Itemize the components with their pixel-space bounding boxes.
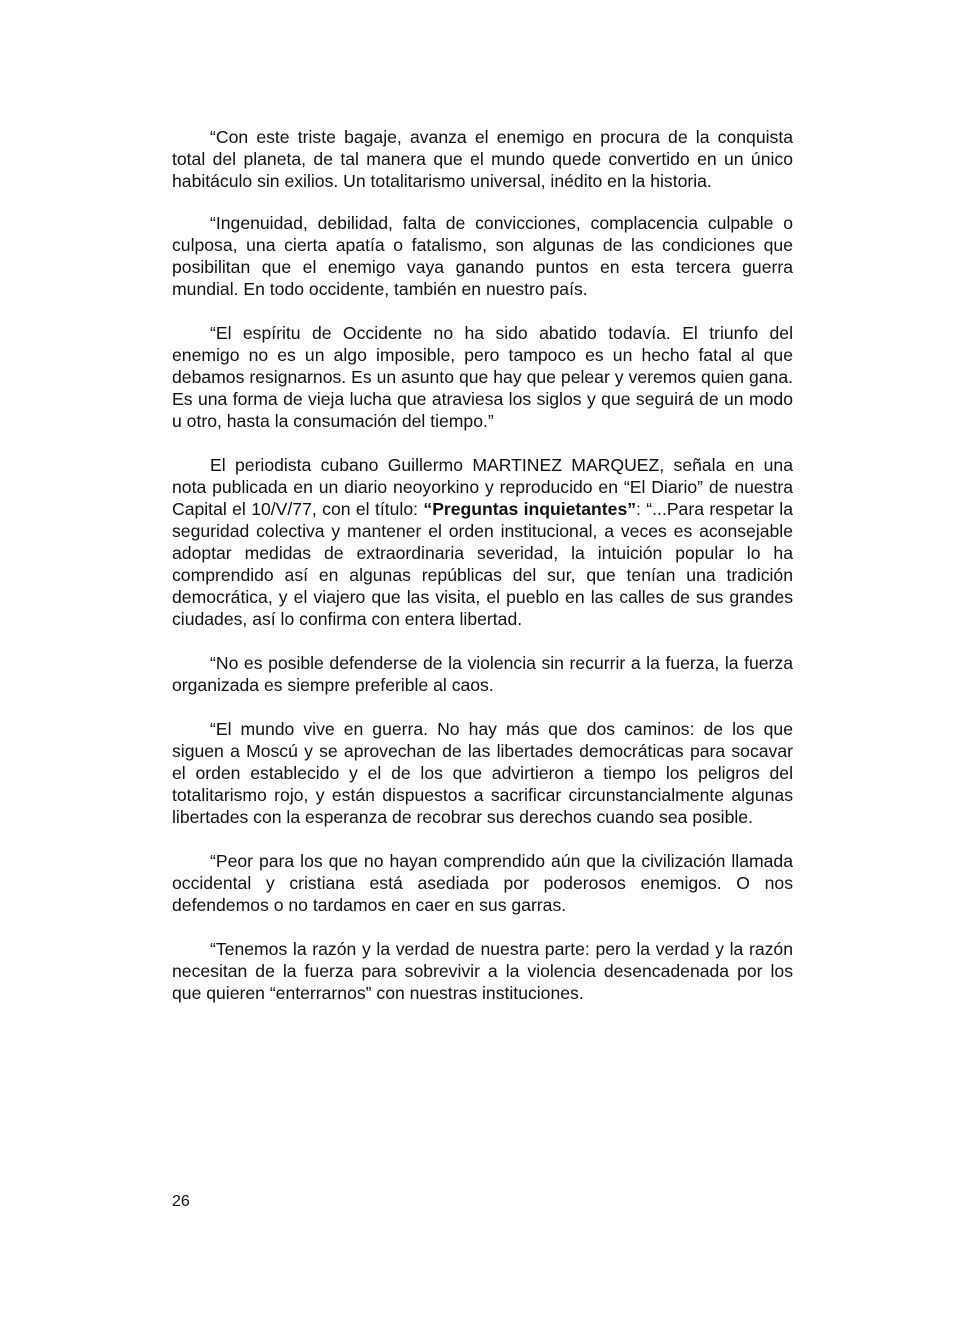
paragraph-5: “No es posible defenderse de la violencia sin recurrir a la fuerza, la fuerza organizada es siempre preferible al caos.	[172, 653, 793, 695]
article-title: “Preguntas inquietantes”	[423, 499, 637, 519]
paragraph-7: “Peor para los que no hayan comprendido aún que la civilización llamada occidental y cristiana está asediada por poderosos enemigos. O nos defendemos o no tardamos en caer en sus garras.	[172, 851, 793, 915]
paragraph-4-quote: : “...Para respetar la seguridad colectiva y mantener el orden institucional, a veces es aconsejable adoptar medidas de extraordinaria severidad, la intuición popular lo ha comprendido así en algunas repúblicas del sur, que tenían una tradición democrática, y el viajero que las visita, el pueblo en las calles de sus grandes ciudades, así lo confirma con entera libertad.	[172, 499, 793, 629]
paragraph-3: “El espíritu de Occidente no ha sido abatido todavía. El triunfo del enemigo no es un algo imposible, pero tampoco es un hecho fatal al que debamos resignarnos. Es un asunto que hay que pelear y veremos quien gana. Es una forma de vieja lucha que atraviesa los siglos y que seguirá de un modo u otro, hasta la consumación del tiempo.”	[172, 323, 793, 431]
page-number: 26	[172, 1193, 190, 1210]
paragraph-6: “El mundo vive en guerra. No hay más que dos caminos: de los que siguen a Moscú y se aprovechan de las libertades democráticas para socavar el orden establecido y el de los que advirtieron a tiempo los peligros del totalitarismo rojo, y están dispuestos a sacrificar circunstancialmente algunas libertades con la esperanza de recobrar sus derechos cuando sea posible.	[172, 719, 793, 827]
paragraph-4-intro: El periodista cubano Guillermo MARTINEZ MARQUEZ, señala en una nota publicada en un diario neoyorkino y reproducido en “El Diario” de nuestra Capital el 10/V/77, con el título:	[172, 455, 793, 519]
page-body	[172, 126, 793, 1026]
paragraph-2: “Ingenuidad, debilidad, falta de convicciones, complacencia culpable o culposa, una cierta apatía o fatalismo, son algunas de las condiciones que posibilitan que el enemigo vaya ganando puntos en esta tercera guerra mundial. En todo occidente, también en nuestro país.	[172, 213, 793, 299]
paragraph-1: “Con este triste bagaje, avanza el enemigo en procura de la conquista total del planeta, de tal manera que el mundo quede convertido en un único habitáculo sin exilios. Un totalitarismo universal, inédito en la historia.	[172, 127, 793, 191]
paragraph-8: “Tenemos la razón y la verdad de nuestra parte: pero la verdad y la razón necesitan de la fuerza para sobrevivir a la violencia desencadenada por los que quieren “enterrarnos” con nuestras instituciones.	[172, 939, 793, 1003]
paragraph-4	[172, 454, 793, 630]
